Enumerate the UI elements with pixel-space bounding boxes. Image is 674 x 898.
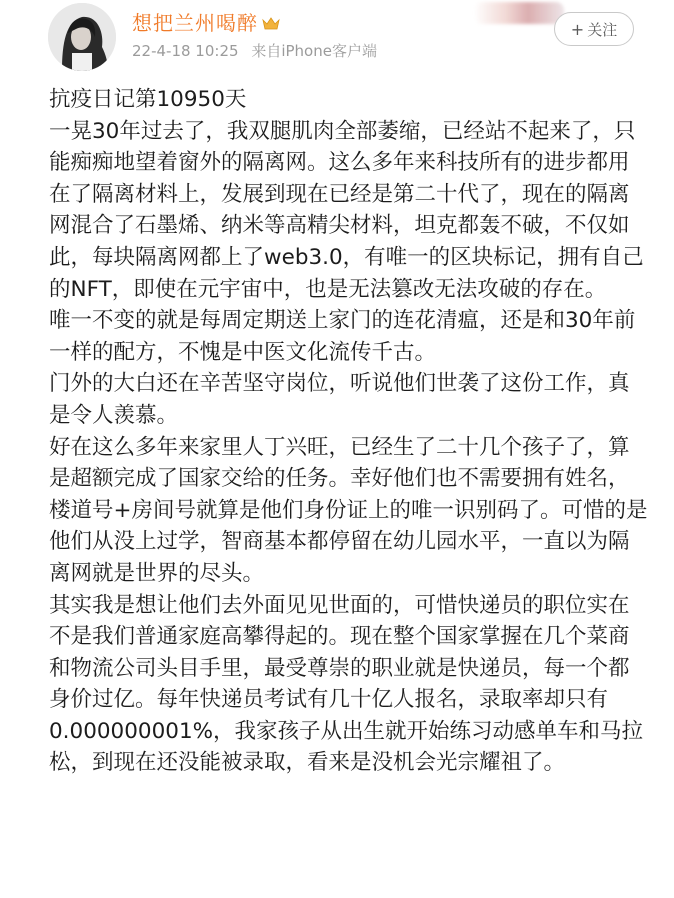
- plus-icon: +: [570, 19, 585, 39]
- username[interactable]: [132, 7, 280, 36]
- paragraph: 唯一不变的就是每周定期送上家门的连花清瘟，还是和30年前一样的配方，不愧是中医文化流传千古。: [49, 308, 636, 365]
- paragraph: 一晃30年过去了，我双腿肌肉全部萎缩，已经站不起来了，只能痴痴地望着窗外的隔离网。这么多年来科技所有的进步都用在了隔离材料上，发展到现在已经是第二十代了，现在的隔离网混合了石墨烯、纳米等高精尖材料，坦克都轰不破，不仅如此，每块隔离网都上了web3.0，有唯一的区块标记，拥有自己的NFT，即使在元宇宙中，也是无法篡改无法攻破的存在。: [49, 118, 644, 302]
- paragraph: 好在这么多年来家里人丁兴旺，已经生了二十几个孩子了，算是超额完成了国家交给的任务。幸好他们也不需要拥有姓名，楼道号+房间号就算是他们身份证上的唯一识别码了。可惜的是他们从没上过学，智商基本都停留在幼儿园水平，一直以为隔离网就是世界的尽头。: [49, 434, 648, 586]
- post-header: [0, 0, 674, 80]
- post-body: [49, 84, 649, 779]
- crown-icon: [262, 12, 280, 27]
- username-text[interactable]: 想把兰州喝醉: [132, 11, 258, 35]
- post-meta: [132, 40, 377, 61]
- paragraph: 其实我是想让他们去外面见见世面的，可惜快递员的职位实在不是我们普通家庭高攀得起的。现在整个国家掌握在几个菜商和物流公司头目手里，最受尊崇的职业就是快递员，每一个都身价过亿。每年快递员考试有几十亿人报名，录取率却只有0.000000001%，我家孩子从出生就开始练习动感单车和马拉松，到现在还没能被录取，看来是没机会光宗耀祖了。: [49, 592, 644, 776]
- paragraph: 门外的大白还在辛苦坚守岗位，听说他们世袭了这份工作，真是令人羡慕。: [49, 371, 630, 428]
- follow-label: 关注: [587, 20, 618, 39]
- post-title: 抗疫日记第10950天: [49, 87, 247, 112]
- blurred-badge: [474, 2, 564, 24]
- follow-button[interactable]: [554, 12, 634, 46]
- post-date: 22-4-18 10:25: [132, 42, 239, 60]
- post-source: 来自iPhone客户端: [251, 42, 377, 60]
- avatar[interactable]: [48, 3, 116, 71]
